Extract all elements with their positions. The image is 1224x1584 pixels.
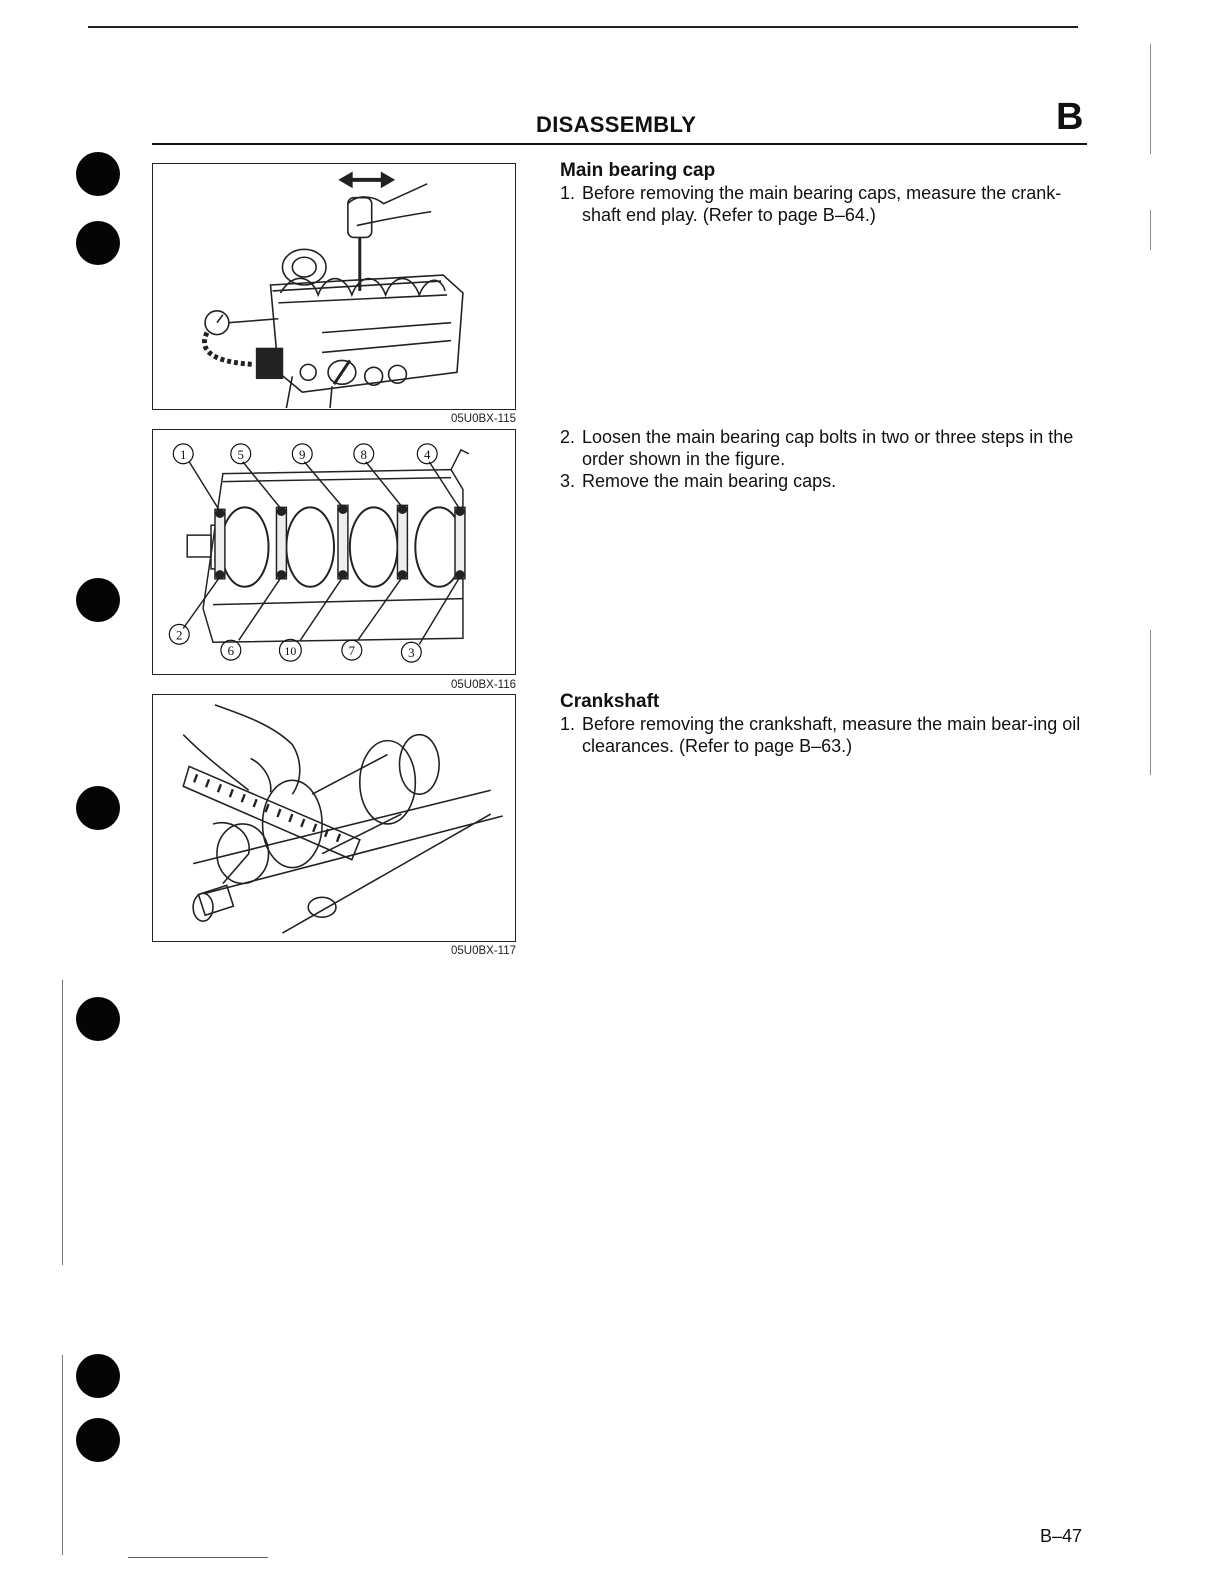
figure-oil-clearance <box>152 694 516 942</box>
callout-6: 6 <box>227 644 235 659</box>
page-title: DISASSEMBLY <box>536 112 697 137</box>
right-margin-line <box>1150 210 1151 250</box>
right-margin-line <box>1150 630 1151 775</box>
step-text: Loosen the main bearing cap bolts in two or three steps in the order shown in the figure. <box>582 427 1074 469</box>
callout-3: 3 <box>408 646 415 661</box>
right-margin-line <box>1150 44 1151 154</box>
step-crankshaft-1 <box>560 713 1090 757</box>
punch-hole <box>76 1354 120 1398</box>
end-play-illustration <box>153 164 515 409</box>
step-text: Before removing the main bearing caps, measure the crank-shaft end play. (Refer to page B–64.) <box>582 183 1062 225</box>
section-title-main-bearing-cap: Main bearing cap <box>560 160 716 181</box>
section-letter: B <box>1056 96 1084 138</box>
callout-1: 1 <box>180 447 187 462</box>
punch-hole <box>76 221 120 265</box>
callout-5: 5 <box>237 447 244 462</box>
step-main-bearing-3 <box>560 470 1090 492</box>
step-main-bearing-2 <box>560 426 1090 470</box>
left-margin-line <box>62 1355 63 1555</box>
figure-code: 05U0BX-116 <box>451 679 516 691</box>
callout-8: 8 <box>360 447 367 462</box>
step-text: Before removing the crankshaft, measure the main bear-ing oil clearances. (Refer to page B–63.) <box>582 714 1081 756</box>
punch-hole <box>76 1418 120 1462</box>
punch-hole <box>76 786 120 830</box>
figure-loosening-order <box>152 429 516 675</box>
figure-end-play <box>152 163 516 410</box>
punch-hole <box>76 578 120 622</box>
bottom-edge-line <box>128 1557 268 1558</box>
step-number: 1. <box>560 183 576 203</box>
callout-4: 4 <box>424 447 431 462</box>
section-title-crankshaft: Crankshaft <box>560 691 660 712</box>
figure-code: 05U0BX-115 <box>451 413 516 425</box>
header-rule <box>152 143 1087 145</box>
callout-9: 9 <box>299 447 306 462</box>
left-margin-line <box>62 980 63 1265</box>
oil-clearance-illustration <box>153 695 515 941</box>
callout-10: 10 <box>284 644 297 659</box>
step-main-bearing-1 <box>560 182 1090 226</box>
callout-7: 7 <box>348 644 356 659</box>
figure-code: 05U0BX-117 <box>451 945 516 957</box>
step-text: Remove the main bearing caps. <box>582 471 837 491</box>
page-number: B–47 <box>1040 1526 1083 1546</box>
step-number: 3. <box>560 471 576 491</box>
step-number: 2. <box>560 427 576 447</box>
punch-hole <box>76 997 120 1041</box>
callout-2: 2 <box>176 628 183 643</box>
step-number: 1. <box>560 714 576 734</box>
punch-hole <box>76 152 120 196</box>
loosening-order-illustration <box>153 430 515 674</box>
top-rule <box>88 26 1078 28</box>
